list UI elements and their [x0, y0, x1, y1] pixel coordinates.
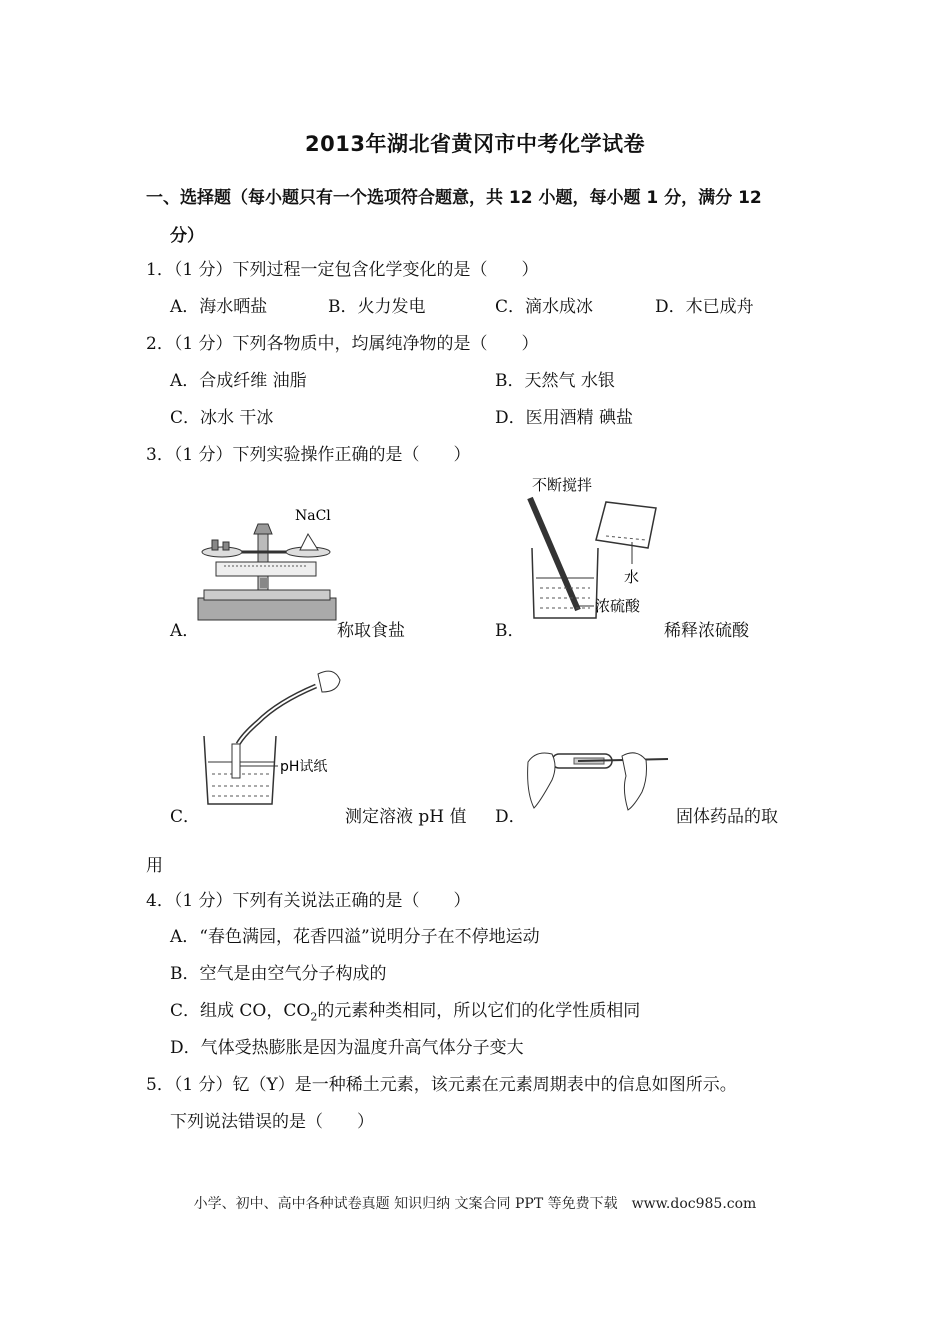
question-3-option-c-label: C． [170, 807, 201, 827]
question-3-stem: 3．（1 分）下列实验操作正确的是（ ） [146, 445, 471, 465]
question-1-option-d: D．木已成舟 [655, 297, 754, 317]
question-5-stem: 5．（1 分）钇（Y）是一种稀土元素，该元素在元素周期表中的信息如图所示。 [146, 1075, 737, 1095]
question-4-option-d: D．气体受热膨胀是因为温度升高气体分子变大 [170, 1038, 524, 1058]
balance-figure [196, 502, 338, 624]
question-3-option-a-text: 称取食盐 [337, 621, 405, 641]
section-heading: 一、选择题（每小题只有一个选项符合题意，共 12 小题，每小题 1 分，满分 12 [146, 188, 762, 208]
question-2-option-b: B．天然气 水银 [495, 371, 615, 391]
question-4-option-a: A．“春色满园，花香四溢”说明分子在不停地运动 [170, 927, 540, 947]
question-4-option-c: C．组成 CO，$CO_2$的元素种类相同，所以它们的化学性质相同 [170, 1001, 641, 1024]
question-5-stem-cont: 下列说法错误的是（ ） [170, 1112, 374, 1132]
question-1-option-a: A．海水晒盐 [170, 297, 268, 317]
nacl-label: NaCl [295, 508, 331, 524]
ph-test-figure [198, 662, 348, 810]
question-3-option-d-label: D． [495, 807, 526, 827]
question-2-option-a: A．合成纤维 油脂 [170, 371, 307, 391]
acid-label: 浓硫酸 [595, 597, 641, 615]
question-3-option-d-text-cont: 用 [146, 856, 163, 876]
question-3-option-b-label: B． [495, 621, 525, 641]
question-2-stem: 2．（1 分）下列各物质中，均属纯净物的是（ ） [146, 334, 539, 354]
question-3-option-d-text: 固体药品的取 [676, 807, 778, 827]
question-1-stem: 1．（1 分）下列过程一定包含化学变化的是（ ） [146, 260, 539, 280]
page-title: 2013年湖北省黄冈市中考化学试卷 [305, 132, 645, 156]
question-4-option-b: B．空气是由空气分子构成的 [170, 964, 387, 984]
dilution-figure [520, 470, 665, 630]
question-3-option-a-label: A． [170, 621, 200, 641]
water-label: 水 [624, 568, 640, 586]
section-heading-cont: 分） [170, 226, 204, 246]
question-1-option-c: C．滴水成冰 [495, 297, 594, 317]
question-1-option-b: B．火力发电 [328, 297, 426, 317]
solid-sampling-figure [522, 732, 672, 812]
question-3-option-b-text: 稀释浓硫酸 [664, 621, 749, 641]
stir-label: 不断搅拌 [532, 476, 593, 494]
question-3-option-c-text: 测定溶液 pH 值 [345, 807, 467, 827]
ph-paper-label: pH试纸 [280, 759, 328, 775]
question-2-option-d: D．医用酒精 碘盐 [495, 408, 634, 428]
question-4-stem: 4．（1 分）下列有关说法正确的是（ ） [146, 891, 471, 911]
page-footer: 小学、初中、高中各种试卷真题 知识归纳 文案合同 PPT 等免费下载 www.doc985.com [193, 1196, 757, 1212]
question-2-option-c: C．冰水 干冰 [170, 408, 274, 428]
